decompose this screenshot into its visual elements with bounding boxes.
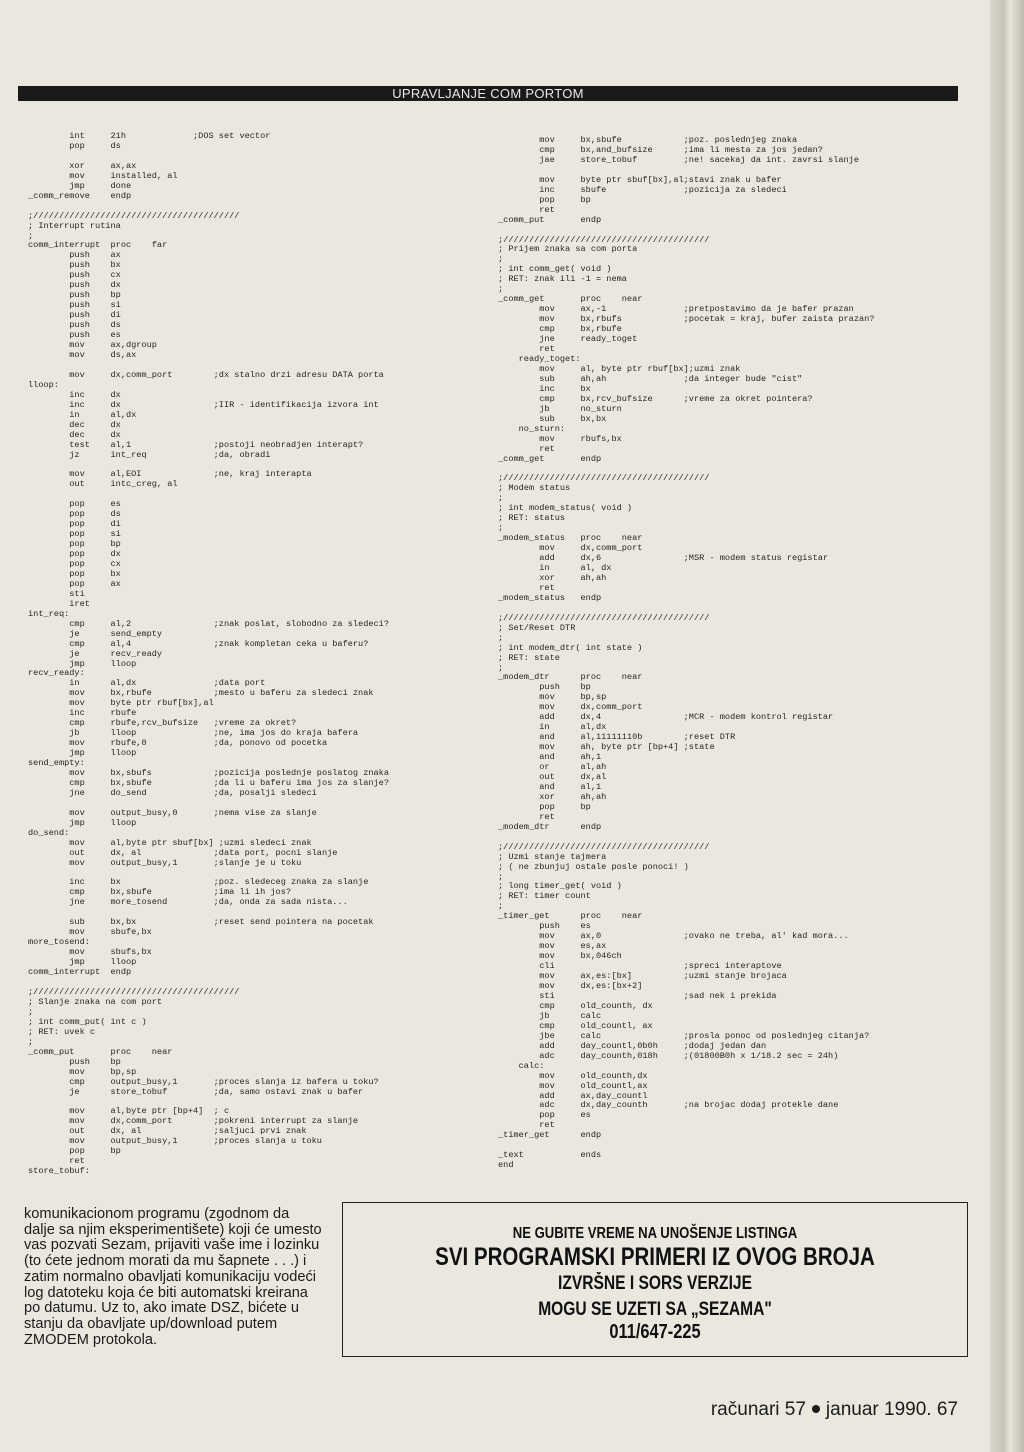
issue-date: januar 1990. xyxy=(825,1399,932,1420)
code-listing-right: mov bx,sbufe ;poz. poslednjeg znaka cmp bx,and_bufsize ;ima li mesta za jos jedan? jae store_tobuf ;ne! sacekaj da int. zavrsi slanje mov byte ptr sbuf[bx],al;stavi znak u bafer inc sbufe ;pozicija za sledeci pop bp ret _comm_put endp ;//////////////////////////////////////// ; Prijem znaka sa com porta ; ; int comm_get( void ) ; RET: znak ili -1 = nema ; _comm_get proc near mov ax,-1 ;pretpostavimo da je bafer prazan mov bx,rbufs ;pocetak = kraj, bufer zaista prazan? cmp bx,rbufe jne ready_toget ret ready_toget: mov al, byte ptr rbuf[bx];uzmi znak sub ah,ah ;da integer bude "cist" inc bx cmp bx,rcv_bufsize ;vreme za okret pointera? jb no_sturn sub bx,bx no_sturn: mov rbufs,bx ret _comm_get endp ;//////////////////////////////////////// ; Modem status ; ; int modem_status( void ) ; RET: status ; _modem_status proc near mov dx,comm_port add dx,6 ;MSR - modem status registar in al, dx xor ah,ah ret _modem_status endp ;//////////////////////////////////////// ; Set/Reset DTR ; ; int modem_dtr( int state ) ; RET: state ; _modem_dtr proc near push bp mov bp,sp mov dx,comm_port add dx,4 ;MCR - modem kontrol registar in al,dx and al,11111110b ;reset DTR mov ah, byte ptr [bp+4] ;state and ah,1 or al,ah out dx,al and al,1 xor ah,ah pop bp ret _modem_dtr endp ;//////////////////////////////////////// ; Uzmi stanje tajmera ; ( ne zbunjuj ostale posle ponoci! ) ; ; long timer_get( void ) ; RET: timer count ; _timer_get proc near push es mov ax,0 ;ovako ne treba, al' kad mora... mov es,ax mov bx,046ch cli ;spreci interaptove mov ax,es:[bx] ;uzmi stanje brojaca mov dx,es:[bx+2] sti ;sad nek i prekida cmp old_counth, dx jb calc cmp old_countl, ax jbe calc ;prosla ponoc od poslednjeg citanja? add day_countl,0b0h ;dodaj jedan dan adc day_counth,018h ;(01800B0h x 1/18.2 sec = 24h) calc: mov old_counth,dx mov old_countl,ax add ax,day_countl adc dx,day_counth ;na brojac dodaj protekle dane pop es ret _timer_get endp _text ends end xyxy=(498,135,875,1171)
page-number: 67 xyxy=(936,1399,958,1420)
box-phone: 011/647-225 xyxy=(609,1321,701,1343)
article-text: komunikacionom programu (zgodnom da dalje sa njim eksperimentišete) koji će umesto vas pozvati Sezam, prijaviti vaše ime i lozinku (to ćete jednom morati da mu šapnete . . .) i zatim normalno obavljati komunikaciju vodeći log datoteku koja će biti automatski kreirana po datumu. Uz to, ako imate DSZ, bićete u stanju da obavljate up/download putem ZMODEM protokola. xyxy=(24,1206,322,1348)
box-line-4: MOGU SE UZETI SA „SEZAMA" xyxy=(538,1299,772,1320)
page-edge xyxy=(990,0,1024,1452)
box-line-1: NE GUBITE VREME NA UNOŠENJE LISTINGA xyxy=(512,1225,798,1242)
magazine-issue: računari 57 xyxy=(710,1399,806,1420)
bullet-icon xyxy=(812,1405,820,1413)
box-line-3: IZVRŠNE I SORS VERZIJE xyxy=(558,1273,752,1294)
box-line-2: SVI PROGRAMSKI PRIMERI IZ OVOG BROJA xyxy=(435,1243,875,1271)
code-listing-left: int 21h ;DOS set vector pop ds xor ax,ax mov installed, al jmp done _comm_remove endp ;//////////////////////////////////////// ; Interrupt rutina ; comm_interrupt proc far push ax push bx push cx push dx push bp push si push di push ds push es mov ax,dgroup mov ds,ax mov dx,comm_port ;dx stalno drzi adresu DATA porta lloop: inc dx inc dx ;IIR - identifikacija izvora int in al,dx dec dx dec dx test al,1 ;postoji neobradjen interapt? jz int_req ;da, obradi mov al,EOI ;ne, kraj interapta out intc_creg, al pop es pop ds pop di pop si pop bp pop dx pop cx pop bx pop ax sti iret int_req: cmp al,2 ;znak poslat, slobodno za sledeci? je send_empty cmp al,4 ;znak kompletan ceka u baferu? je recv_ready jmp lloop recv_ready: in al,dx ;data port mov bx,rbufe ;mesto u baferu za sledeci znak mov byte ptr rbuf[bx],al inc rbufe cmp rbufe,rcv_bufsize ;vreme za okret? jb lloop ;ne, ima jos do kraja bafera mov rbufe,0 ;da, ponovo od pocetka jmp lloop send_empty: mov bx,sbufs ;pozicija poslednje poslatog znaka cmp bx,sbufe ;da li u baferu ima jos za slanje? jne do_send ;da, posalji sledeci mov output_busy,0 ;nema vise za slanje jmp lloop do_send: mov al,byte ptr sbuf[bx] ;uzmi sledeci znak out dx, al ;data port, pocni slanje mov output_busy,1 ;slanje je u toku inc bx ;poz. sledeceg znaka za slanje cmp bx,sbufe ;ima li ih jos? jne more_tosend ;da, onda za sada nista... sub bx,bx ;reset send pointera na pocetak mov sbufe,bx more_tosend: mov sbufs,bx jmp lloop comm_interrupt endp ;//////////////////////////////////////// ; Slanje znaka na com port ; ; int comm_put( int c ) ; RET: uvek c ; _comm_put proc near push bp mov bp,sp cmp output_busy,1 ;proces slanja iz bafera u toku? je store_tobuf ;da, samo ostavi znak u bafer mov al,byte ptr [bp+4] ; c mov dx,comm_port ;pokreni interrupt za slanje out dx, al ;saljuci prvi znak mov output_busy,1 ;proces slanja u toku pop bp ret store_tobuf: xyxy=(28,131,389,1177)
page-footer xyxy=(711,1399,958,1421)
sezam-info-box xyxy=(342,1202,968,1357)
section-banner: UPRAVLJANJE COM PORTOM xyxy=(18,86,958,101)
